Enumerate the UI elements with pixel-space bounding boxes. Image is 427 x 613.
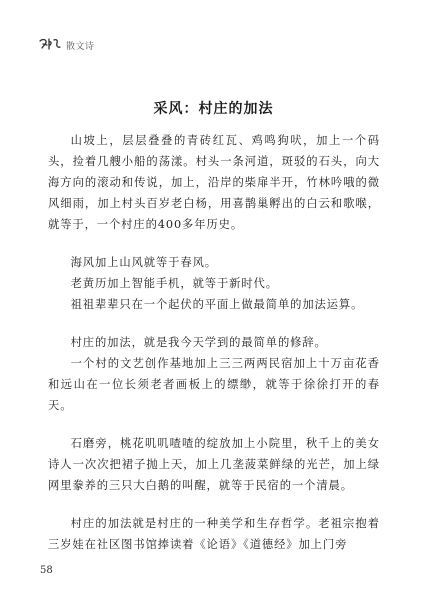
page-number: 58 bbox=[40, 565, 53, 576]
running-header bbox=[38, 36, 95, 52]
stanza-gap bbox=[48, 235, 380, 252]
paragraph: 山坡上，层层叠叠的青砖红瓦、鸡鸣狗吠，加上一个码头，捡着几艘小船的荡漾。村头一条河道，斑驳的石头，向大海方向的滚动和传说，加上，沿岸的柴扉半开，竹林吟哦的微风细雨，加上村头百岁老白杨，用喜鹊巢孵出的白云和歌喉，就等于，一个村庄的400多年历史。 bbox=[48, 134, 380, 231]
paragraph: 一个村的文艺创作基地加上三三两两民宿加上十万亩花香和远山在一位长须老者画板上的缥缈，就等于徐徐打开的春天。 bbox=[48, 357, 380, 412]
paragraph: 祖祖辈辈只在一个起伏的平面上做最简单的加法运算。 bbox=[70, 298, 364, 311]
paragraph: 石磨旁，桃花叽叽喳喳的绽放加上小院里，秋千上的美女诗人一次次把裙子抛上天，加上几垄菠菜鲜绿的光芒，加上绿网里豢养的三只大白鹅的叫醒，就等于民宿的一个清晨。 bbox=[48, 437, 380, 492]
stanza-gap bbox=[48, 416, 380, 433]
stanza-gap bbox=[48, 496, 380, 513]
paragraph: 村庄的加法就是村庄的一种美学和生存哲学。老祖宗抱着三岁娃在社区图书馆捧读着《论语》《道德经》加上门旁 bbox=[48, 517, 380, 551]
article-body bbox=[48, 130, 380, 555]
stanza-gap bbox=[48, 315, 380, 332]
paragraph: 老黄历加上智能手机，就等于新时代。 bbox=[70, 277, 278, 290]
section-label: 散文诗 bbox=[66, 42, 95, 52]
calligraphy-logo-icon bbox=[38, 36, 62, 52]
paragraph: 村庄的加法，就是我今天学到的最简单的修辞。 bbox=[70, 336, 327, 349]
page-title: 采风：村庄的加法 bbox=[153, 101, 274, 117]
paragraph: 海风加上山风就等于春风。 bbox=[70, 256, 217, 269]
